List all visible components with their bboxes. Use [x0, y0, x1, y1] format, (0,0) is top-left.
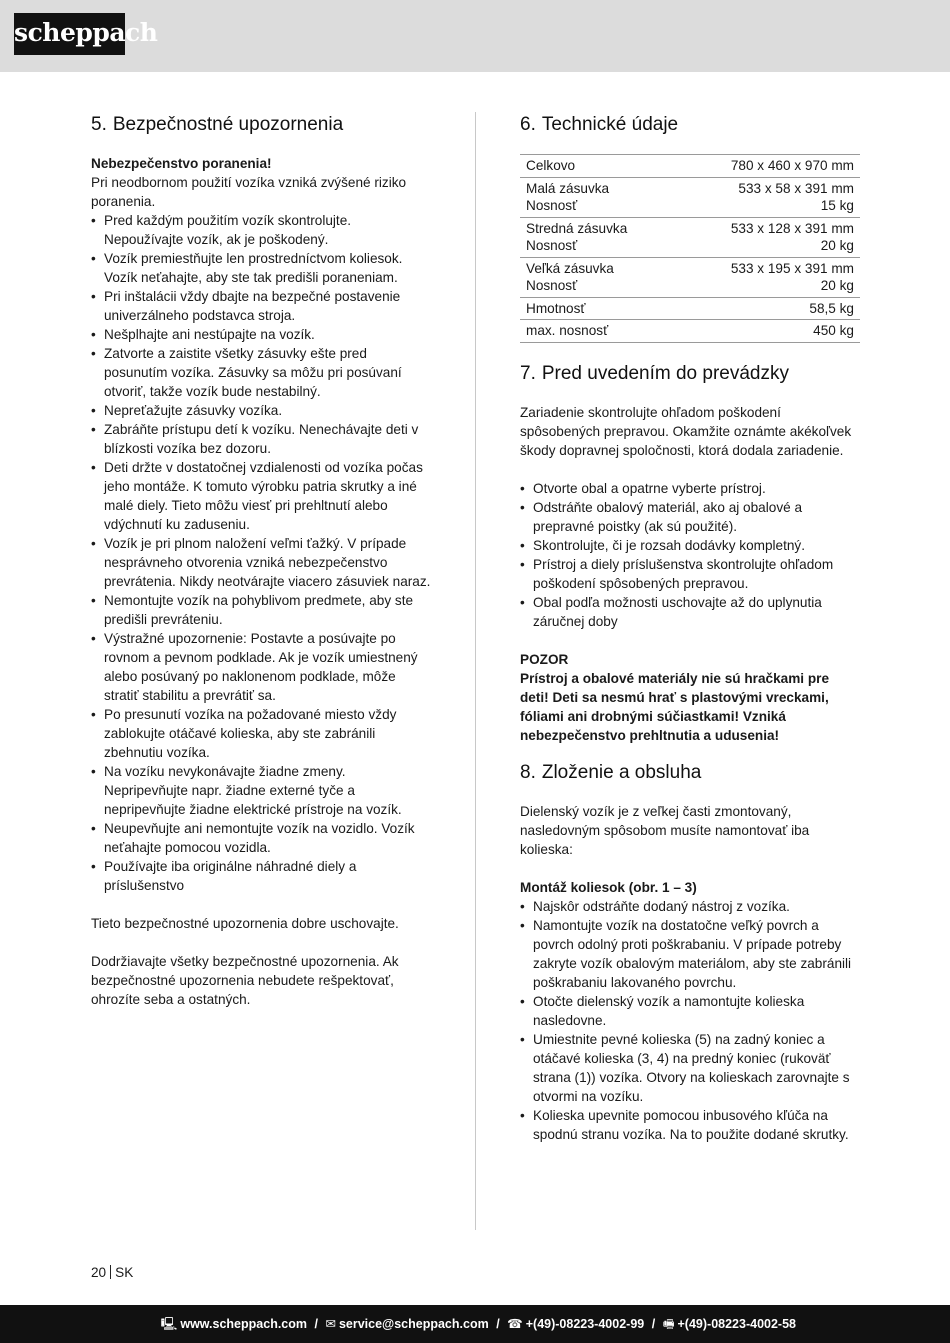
- keep-instructions-text: Tieto bezpečnostné upozornenia dobre uschovajte.: [91, 916, 399, 931]
- email-icon: ✉: [325, 1317, 336, 1331]
- list-item: • Namontujte vozík na dostatočne veľký povrch a povrch odolný proti poškrabaniu. V prípade potreby zakryte vozík obalovým materiálom, aby ste zabránili poškrabaniu lakovaného povrchu.: [520, 916, 860, 992]
- scheppach-logo: scheppach: [14, 13, 125, 55]
- table-value: 533 x 128 x 391 mm 20 kg: [675, 217, 860, 257]
- table-row: [520, 320, 860, 343]
- warning-title: Nebezpečenstvo poranenia!: [91, 156, 272, 171]
- list-item: • Používajte iba originálne náhradné diely a príslušenstvo: [91, 857, 431, 895]
- tech-table: [520, 154, 860, 343]
- footer-bar: [0, 1305, 950, 1343]
- email-link[interactable]: service@scheppach.com: [338, 1317, 489, 1331]
- list-item: • Vozík premiestňujte len prostredníctvom koliesok. Vozík neťahajte, aby ste tak predišli poraneniam.: [91, 249, 431, 287]
- table-label: Veľká zásuvka Nosnosť: [520, 257, 675, 297]
- column-divider: [475, 112, 476, 1230]
- table-value: 780 x 460 x 970 mm: [675, 155, 860, 178]
- list-item: • Otočte dielenský vozík a namontujte kolieska nasledovne.: [520, 992, 860, 1030]
- table-label: Hmotnosť: [520, 297, 675, 320]
- right-column: [520, 112, 860, 1144]
- section-6-heading: 6. Technické údaje: [520, 114, 679, 135]
- fax-icon: 🖷: [662, 1317, 675, 1331]
- fax-number: +(49)-08223-4002-58: [677, 1317, 796, 1331]
- list-item: • Nepreťažujte zásuvky vozíka.: [91, 401, 431, 420]
- list-item: • Otvorte obal a opatrne vyberte prístroj.: [520, 479, 860, 498]
- table-label: max. nosnosť: [520, 320, 675, 343]
- list-item: • Kolieska upevnite pomocou inbusového kľúča na spodnú stranu vozíka. Na to použite dodané skrutky.: [520, 1106, 860, 1144]
- table-row: [520, 257, 860, 297]
- list-item: • Zabráňte prístupu detí k vozíku. Nenechávajte deti v blízkosti vozíka bez dozoru.: [91, 420, 431, 458]
- pozor-text: Prístroj a obalové materiály nie sú hračkami pre deti! Deti sa nesmú hrať s plastovými vreckami, fóliami ani drobnými súčiastkami! Vzniká nebezpečenstvo prehltnutia a udusenia!: [520, 670, 830, 743]
- assembly-intro: Dielenský vozík je z veľkej časti zmontovaný, nasledovným spôsobom musíte namontovať iba kolieska:: [520, 803, 810, 857]
- table-label: Celkovo: [520, 155, 675, 178]
- table-value: 533 x 58 x 391 mm 15 kg: [675, 177, 860, 217]
- phone-icon: ☎: [507, 1317, 523, 1331]
- table-row: [520, 297, 860, 320]
- list-item: • Výstražné upozornenie: Postavte a posúvajte po rovnom a pevnom podklade. Ak je vozík umiestnený alebo posúvaný po naklonenom podklade, môže stratiť stabilitu a prevrátiť sa.: [91, 629, 431, 705]
- table-label: Malá zásuvka Nosnosť: [520, 177, 675, 217]
- safety-list: [91, 211, 431, 895]
- list-item: • Na vozíku nevykonávajte žiadne zmeny. Nepripevňujte napr. žiadne externé tyče a nepripevňujte žiadne elektrické prístroje na vozík.: [91, 762, 431, 819]
- list-item: • Po presunutí vozíka na požadované miesto vždy zablokujte otáčavé kolieska, aby ste zabránili zbehnutiu vozíka.: [91, 705, 431, 762]
- warning-text: Pri neodbornom použití vozíka vzniká zvýšené riziko poranenia.: [91, 175, 407, 209]
- list-item: • Zatvorte a zaistite všetky zásuvky ešte pred posunutím vozíka. Zásuvky sa môžu pri posúvaní otvoriť, takže vozík bude nestabilný.: [91, 344, 431, 401]
- website-link[interactable]: www.scheppach.com: [180, 1317, 307, 1331]
- startup-intro: Zariadenie skontrolujte ohľadom poškodení spôsobených prepravou. Okamžite oznámte akékoľvek škody dopravnej spoločnosti, ktorá dodala zariadenie.: [520, 404, 852, 458]
- left-column: [91, 112, 431, 1009]
- table-label: Stredná zásuvka Nosnosť: [520, 217, 675, 257]
- list-item: • Umiestnite pevné kolieska (5) na zadný koniec a otáčavé kolieska (3, 4) na predný koniec (rukoväť strana (1)) vozíka. Otvory na kolieskach zarovnajte s otvormi na vozíku.: [520, 1030, 860, 1106]
- list-item: • Prístroj a diely príslušenstva skontrolujte ohľadom poškodení spôsobených prepravou.: [520, 555, 860, 593]
- list-item: • Deti držte v dostatočnej vzdialenosti od vozíka počas jeho montáže. K tomuto výrobku patria skrutky a iné malé diely. Tieto môžu viesť pri prehltnutí alebo vdýchnutí ku zaduseniu.: [91, 458, 431, 534]
- page-number: 20 SK: [91, 1265, 134, 1280]
- assembly-list: [520, 897, 860, 1144]
- section-5-heading: 5. Bezpečnostné upozornenia: [91, 114, 344, 135]
- header-bar: [0, 0, 950, 72]
- list-item: • Skontrolujte, či je rozsah dodávky kompletný.: [520, 536, 860, 555]
- computer-icon: 🖳: [160, 1317, 178, 1331]
- table-row: [520, 177, 860, 217]
- startup-list: [520, 479, 860, 631]
- assembly-subtitle: Montáž koliesok (obr. 1 – 3): [520, 879, 697, 895]
- observe-instructions-text: Dodržiavajte všetky bezpečnostné upozornenia. Ak bezpečnostné upozornenia nebudete rešpektovať, ohrozíte seba a ostatných.: [91, 954, 399, 1007]
- section-8-heading: 8. Zloženie a obsluha: [520, 761, 702, 783]
- section-7-heading: 7. Pred uvedením do prevádzky: [520, 362, 789, 384]
- table-row: [520, 217, 860, 257]
- list-item: • Vozík je pri plnom naložení veľmi ťažký. V prípade nesprávneho otvorenia vzniká nebezpečenstvo prevrátenia. Nikdy neotvárajte viacero zásuviek naraz.: [91, 534, 431, 591]
- list-item: • Nemontujte vozík na pohyblivom predmete, aby ste predišli prevráteniu.: [91, 591, 431, 629]
- table-value: 533 x 195 x 391 mm 20 kg: [675, 257, 860, 297]
- list-item: • Neupevňujte ani nemontujte vozík na vozidlo. Vozík neťahajte pomocou vozidla.: [91, 819, 431, 857]
- contact-line: 🖳 www.scheppach.com / ✉ service@scheppach.com / ☎ +(49)-08223-4002-99 / 🖷 +(49)-08223-4002-58: [161, 1305, 796, 1343]
- list-item: • Pred každým použitím vozík skontrolujte. Nepoužívajte vozík, ak je poškodený.: [91, 211, 431, 249]
- table-value: 58,5 kg: [675, 297, 860, 320]
- pozor-title: POZOR: [520, 651, 569, 667]
- table-value: 450 kg: [675, 320, 860, 343]
- table-row: [520, 155, 860, 178]
- list-item: • Obal podľa možnosti uschovajte až do uplynutia záručnej doby: [520, 593, 860, 631]
- list-item: • Odstráňte obalový materiál, ako aj obalové a prepravné poistky (ak sú použité).: [520, 498, 860, 536]
- list-item: • Najskôr odstráňte dodaný nástroj z vozíka.: [520, 897, 860, 916]
- list-item: • Pri inštalácii vždy dbajte na bezpečné postavenie univerzálneho podstavca stroja.: [91, 287, 431, 325]
- phone-number: +(49)-08223-4002-99: [525, 1317, 645, 1331]
- list-item: • Nešplhajte ani nestúpajte na vozík.: [91, 325, 431, 344]
